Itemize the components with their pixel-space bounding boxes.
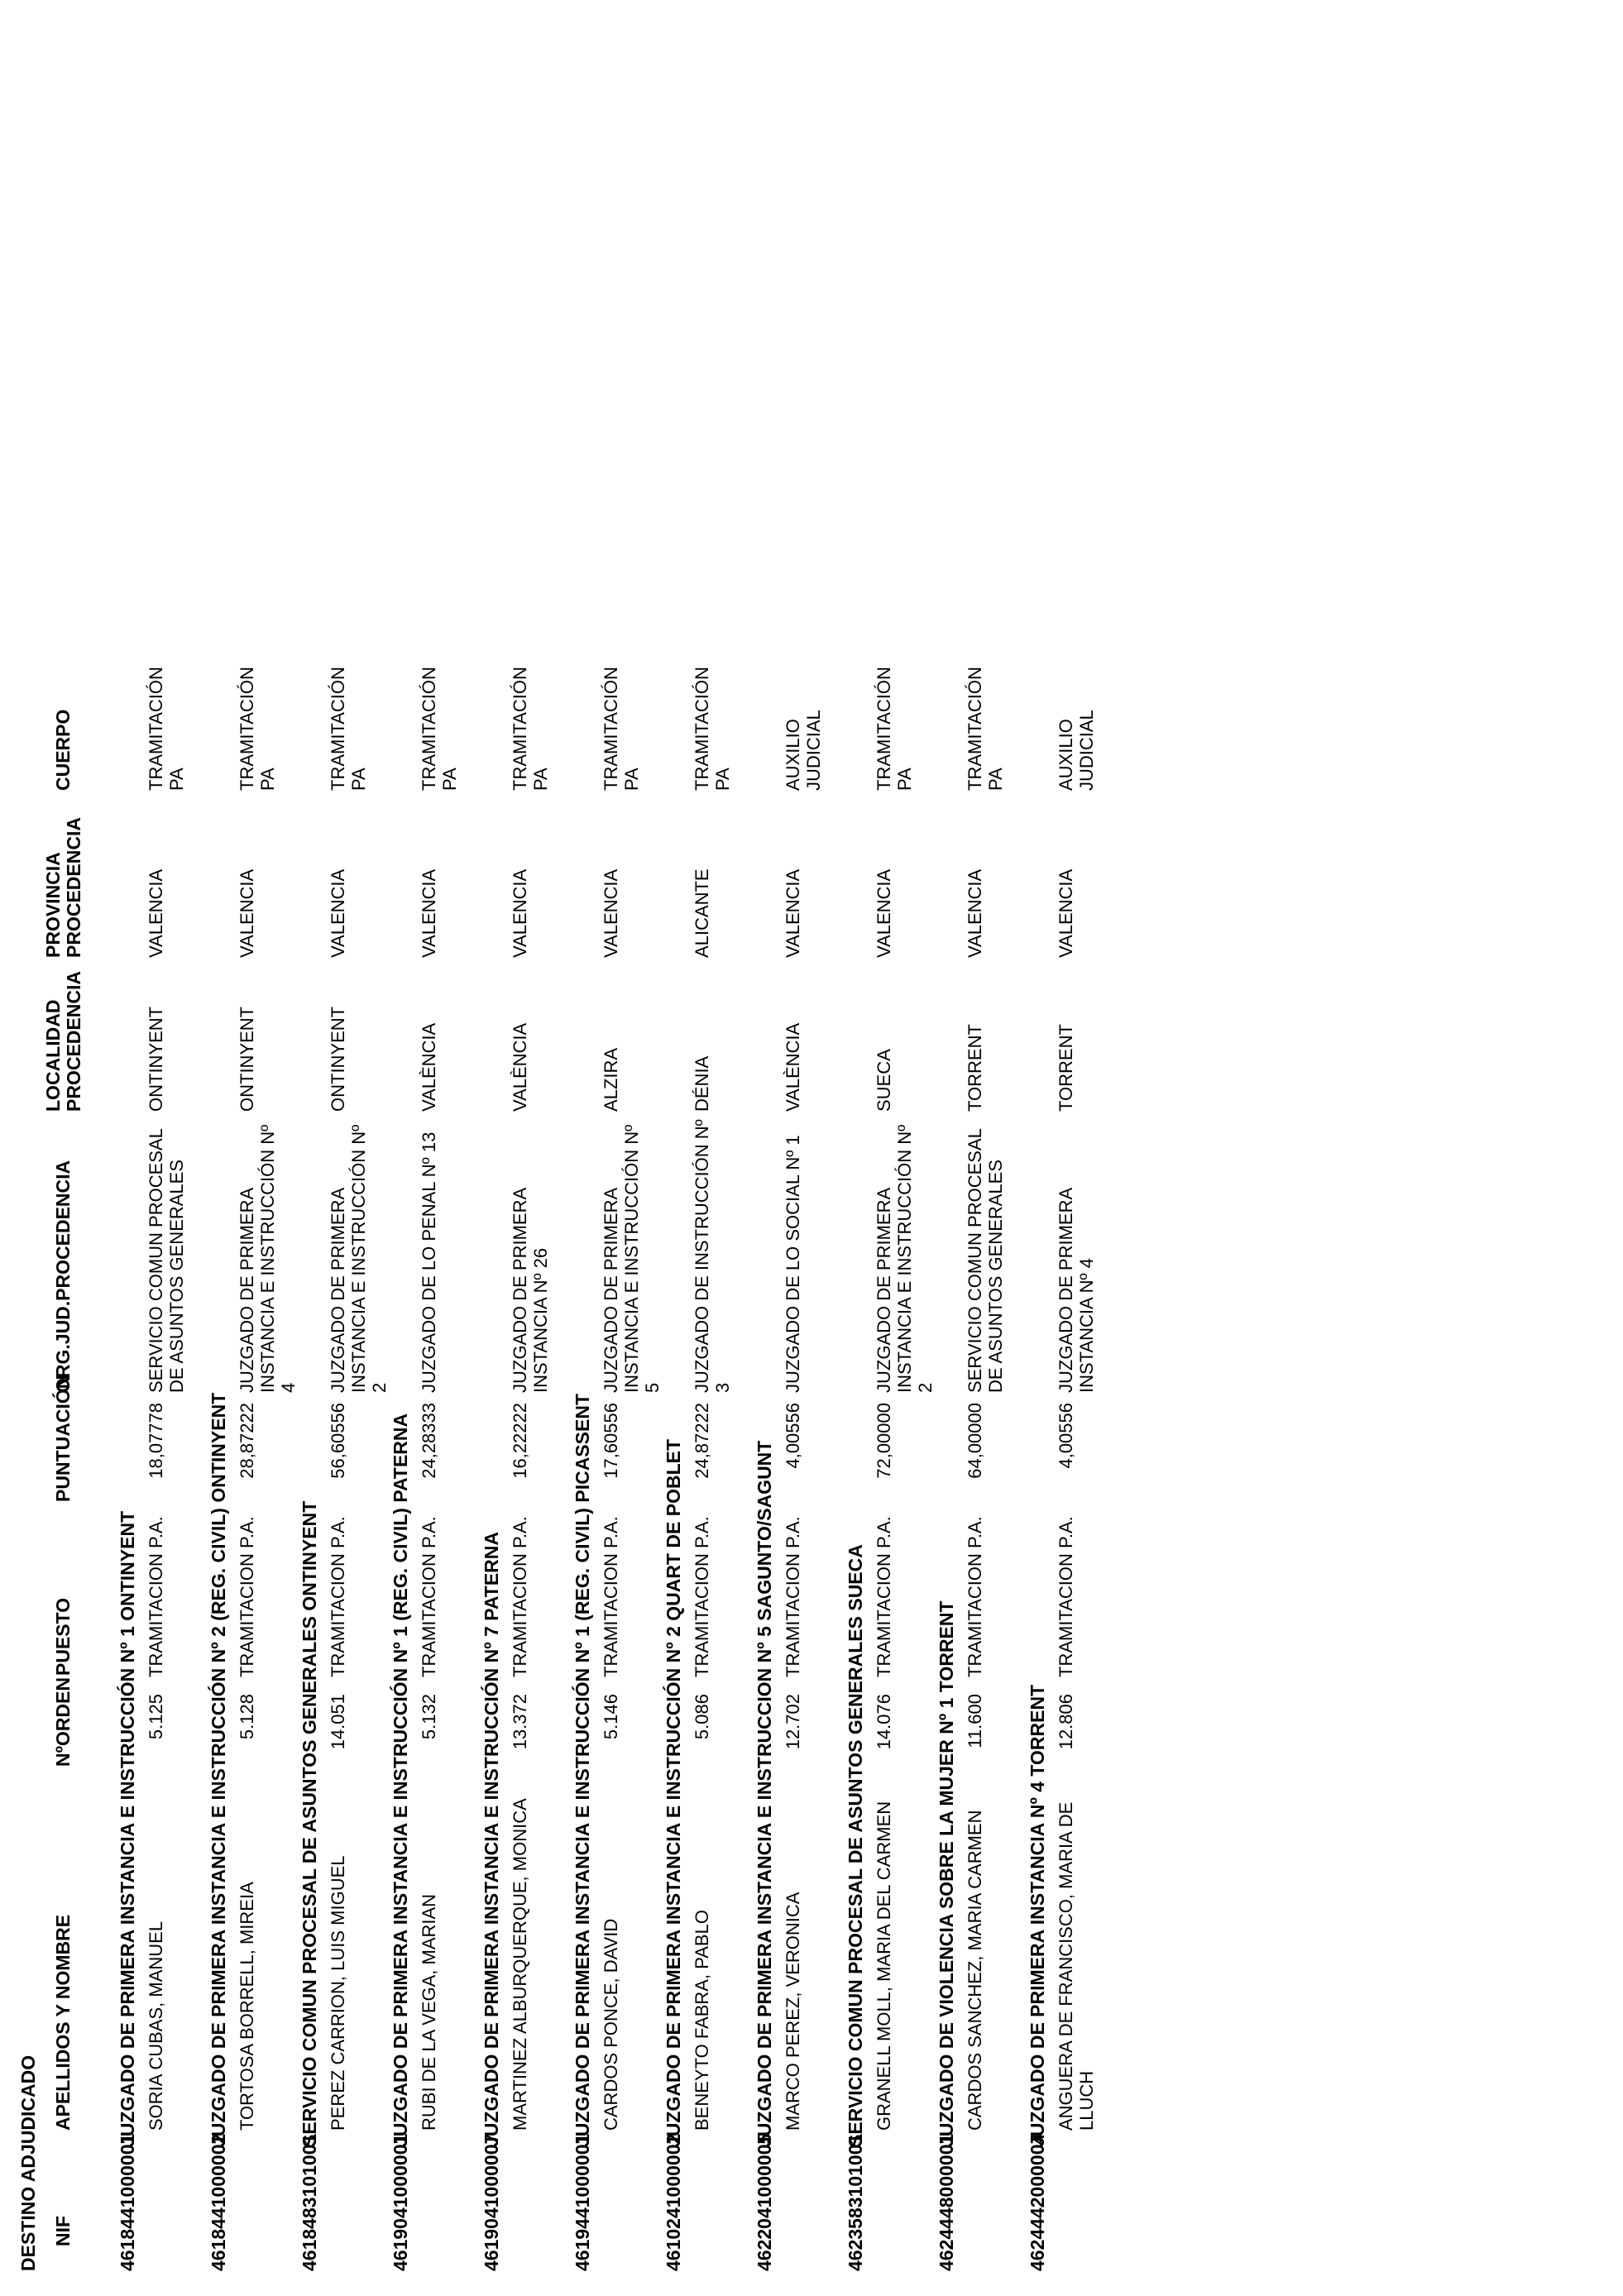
origin-province: VALENCIA — [510, 868, 530, 958]
destination-heading — [663, 1439, 684, 2271]
person-name: GRANELL MOLL, MARIA DEL CARMEN — [874, 1801, 894, 2131]
origin-province: VALENCIA — [328, 868, 348, 958]
score: 64,00000 — [965, 1403, 985, 1479]
origin-province: VALENCIA — [146, 868, 166, 958]
list-item — [208, 0, 299, 2296]
destination-name: JUZGADO DE PRIMERA INSTANCIA E INSTRUCCIÓN Nº 1 (REG. CIVIL) PATERNA — [390, 1413, 411, 2147]
header-norden: NºORDEN — [52, 1677, 74, 1767]
order-number: 13.372 — [510, 1694, 530, 1750]
corps: TRAMITACIÓN PA — [146, 667, 187, 791]
corps: TRAMITACIÓN PA — [328, 667, 369, 791]
person-name: TORTOSA BORRELL, MIREIA — [237, 1882, 257, 2131]
position: TRAMITACION P.A. — [783, 1516, 803, 1677]
destination-name: JUZGADO DE VIOLENCIA SOBRE LA MUJER Nº 1 TORRENT — [936, 1600, 957, 2147]
corps: TRAMITACIÓN PA — [965, 667, 1006, 791]
origin-court: SERVICIO COMUN PROCESAL DE ASUNTOS GENERALES — [965, 1128, 1006, 1393]
origin-court: JUZGADO DE PRIMERA INSTANCIA Nº 26 — [510, 1189, 551, 1393]
list-item — [572, 0, 663, 2296]
origin-locality: VALÈNCIA — [510, 1022, 530, 1112]
person-name: PEREZ CARRION, LUIS MIGUEL — [328, 1855, 348, 2131]
order-number: 5.086 — [692, 1694, 712, 1740]
list-item — [481, 0, 572, 2296]
score: 56,60556 — [328, 1403, 348, 1479]
destination-name: JUZGADO DE PRIMERA INSTANCIA E INSTRUCCION Nº 5 SAGUNTO/SAGUNT — [754, 1440, 775, 2147]
origin-court: JUZGADO DE PRIMERA INSTANCIA E INSTRUCCIÓN Nº 4 — [237, 1124, 299, 1393]
score: 24,87222 — [692, 1403, 712, 1479]
header-cuerpo: CUERPO — [52, 709, 74, 791]
corps: TRAMITACIÓN PA — [692, 667, 733, 791]
corps: TRAMITACIÓN PA — [601, 667, 642, 791]
origin-locality: ALZIRA — [601, 1047, 621, 1112]
header-localidad: LOCALIDAD PROCEDENCIA — [42, 971, 84, 1112]
destination-heading — [208, 1393, 229, 2271]
destination-code: 4619041000007 — [481, 2133, 502, 2271]
header-nif: NIF — [52, 2215, 74, 2246]
person-name: MARTINEZ ALBURQUERQUE, MONICA — [510, 1798, 530, 2131]
origin-locality: TORRENT — [965, 1024, 985, 1112]
origin-province: VALENCIA — [1056, 868, 1076, 958]
destination-heading — [845, 1544, 866, 2271]
origin-locality: SUECA — [874, 1049, 894, 1112]
destination-heading — [481, 1532, 502, 2271]
destination-code: 4619041000001 — [390, 2133, 411, 2271]
order-number: 11.600 — [965, 1694, 985, 1748]
destination-name: SERVICIO COMUN PROCESAL DE ASUNTOS GENERALES ONTINYENT — [299, 1500, 320, 2147]
order-number: 5.132 — [419, 1694, 439, 1740]
destination-heading — [572, 1394, 593, 2271]
origin-province: VALENCIA — [419, 868, 439, 958]
adjudication-list — [117, 0, 1118, 2296]
destination-name: JUZGADO DE PRIMERA INSTANCIA Nº 4 TORRENT — [1027, 1684, 1048, 2147]
order-number: 5.146 — [601, 1694, 621, 1740]
position: TRAMITACION P.A. — [874, 1516, 894, 1677]
page-title: DESTINO ADJUDICADO — [17, 2054, 39, 2271]
origin-locality: VALÈNCIA — [419, 1022, 439, 1112]
corps: TRAMITACIÓN PA — [510, 667, 551, 791]
origin-province: VALENCIA — [237, 868, 257, 958]
origin-province: VALENCIA — [874, 868, 894, 958]
destination-name: JUZGADO DE PRIMERA INSTANCIA E INSTRUCCIÓN Nº 2 QUART DE POBLET — [663, 1438, 684, 2147]
position: TRAMITACION P.A. — [328, 1516, 348, 1677]
destination-code: 4610241000002 — [663, 2133, 684, 2271]
destination-code: 4618441000002 — [208, 2133, 229, 2271]
destination-code: 4618441000001 — [117, 2133, 138, 2271]
origin-court: JUZGADO DE PRIMERA INSTANCIA E INSTRUCCIÓN Nº 2 — [874, 1124, 936, 1393]
corps: TRAMITACIÓN PA — [237, 667, 278, 791]
origin-province: VALENCIA — [601, 868, 621, 958]
destination-code: 4623583101001 — [845, 2133, 866, 2271]
header-provincia: PROVINCIA PROCEDENCIA — [42, 817, 84, 958]
destination-name: JUZGADO DE PRIMERA INSTANCIA E INSTRUCCIÓN Nº 7 PATERNA — [481, 1531, 502, 2147]
header-org-proc: ORG.JUD.PROCEDENCIA — [52, 1160, 74, 1393]
origin-court: JUZGADO DE PRIMERA INSTANCIA E INSTRUCCIÓN Nº 2 — [328, 1124, 390, 1393]
header-apellidos: APELLIDOS Y NOMBRE — [52, 1914, 74, 2131]
position: TRAMITACION P.A. — [965, 1516, 985, 1677]
person-name: MARCO PEREZ, VERONICA — [783, 1892, 803, 2131]
order-number: 14.051 — [328, 1694, 348, 1750]
person-name: CARDOS PONCE, DAVID — [601, 1918, 621, 2131]
score: 72,00000 — [874, 1403, 894, 1479]
origin-court: JUZGADO DE LO SOCIAL Nº 1 — [783, 1135, 803, 1393]
destination-name: JUZGADO DE PRIMERA INSTANCIA E INSTRUCCIÓN Nº 2 (REG. CIVIL) ONTINYENT — [208, 1392, 229, 2147]
position: TRAMITACION P.A. — [419, 1516, 439, 1677]
origin-court: JUZGADO DE LO PENAL Nº 13 — [419, 1131, 439, 1393]
destination-code: 4624448000001 — [936, 2133, 957, 2271]
corps: TRAMITACIÓN PA — [874, 667, 915, 791]
origin-locality: ONTINYENT — [146, 1006, 166, 1112]
header-puesto: PUESTO — [52, 1597, 74, 1676]
destination-heading — [390, 1413, 411, 2271]
origin-province: ALICANTE — [692, 868, 712, 958]
destination-code: 4619441000001 — [572, 2133, 593, 2271]
list-item — [845, 0, 936, 2296]
score: 4,00556 — [783, 1403, 803, 1469]
score: 24,28333 — [419, 1403, 439, 1479]
destination-heading — [1027, 1685, 1048, 2271]
origin-court: JUZGADO DE PRIMERA INSTANCIA E INSTRUCCIÓN Nº 5 — [601, 1124, 663, 1393]
order-number: 12.702 — [783, 1694, 803, 1750]
position: TRAMITACION P.A. — [692, 1516, 712, 1677]
list-item — [117, 0, 208, 2296]
corps: AUXILIO JUDICIAL — [1056, 710, 1097, 791]
origin-province: VALENCIA — [783, 868, 803, 958]
destination-code: 4622041000005 — [754, 2133, 775, 2271]
origin-court: JUZGADO DE PRIMERA INSTANCIA Nº 4 — [1056, 1189, 1097, 1393]
score: 18,07778 — [146, 1403, 166, 1479]
origin-province: VALENCIA — [965, 868, 985, 958]
list-item — [754, 0, 845, 2296]
destination-name: SERVICIO COMUN PROCESAL DE ASUNTOS GENERALES SUECA — [845, 1544, 866, 2147]
list-item — [1027, 0, 1118, 2296]
destination-heading — [299, 1501, 320, 2271]
origin-locality: TORRENT — [1056, 1024, 1076, 1112]
list-item — [936, 0, 1027, 2296]
header-puntuacion: PUNTUACIÓN — [52, 1375, 74, 1502]
position: TRAMITACION P.A. — [146, 1516, 166, 1677]
order-number: 5.125 — [146, 1694, 166, 1740]
origin-locality: ONTINYENT — [328, 1006, 348, 1112]
origin-court: JUZGADO DE INSTRUCCIÓN Nº 3 — [692, 1119, 733, 1393]
position: TRAMITACION P.A. — [1056, 1516, 1076, 1677]
order-number: 12.806 — [1056, 1694, 1076, 1750]
origin-court: SERVICIO COMUN PROCESAL DE ASUNTOS GENERALES — [146, 1128, 187, 1393]
position: TRAMITACION P.A. — [510, 1516, 530, 1677]
person-name: BENEYTO FABRA, PABLO — [692, 1910, 712, 2131]
position: TRAMITACION P.A. — [601, 1516, 621, 1677]
list-item — [299, 0, 390, 2296]
destination-heading — [117, 1511, 138, 2271]
destination-name: JUZGADO DE PRIMERA INSTANCIA E INSTRUCCIÓN Nº 1 ONTINYENT — [117, 1510, 138, 2147]
person-name: RUBI DE LA VEGA, MARIAN — [419, 1893, 439, 2131]
destination-heading — [936, 1600, 957, 2271]
corps: AUXILIO JUDICIAL — [783, 710, 824, 791]
list-item — [663, 0, 754, 2296]
person-name: ANGUERA DE FRANCISCO, MARIA DE LLUCH — [1056, 1801, 1097, 2131]
destination-heading — [754, 1441, 775, 2271]
score: 4,00556 — [1056, 1403, 1076, 1469]
position: TRAMITACION P.A. — [237, 1516, 257, 1677]
score: 16,22222 — [510, 1403, 530, 1479]
person-name: SORIA CUBAS, MANUEL — [146, 1921, 166, 2131]
destination-name: JUZGADO DE PRIMERA INSTANCIA E INSTRUCCIÓN Nº 1 (REG. CIVIL) PICASSENT — [572, 1394, 593, 2147]
origin-locality: ONTINYENT — [237, 1006, 257, 1112]
destination-code: 4624442000004 — [1027, 2133, 1048, 2271]
origin-locality: VALÈNCIA — [783, 1022, 803, 1112]
origin-locality: DÉNIA — [692, 1055, 712, 1112]
order-number: 14.076 — [874, 1694, 894, 1750]
score: 28,87222 — [237, 1403, 257, 1479]
score: 17,60556 — [601, 1403, 621, 1479]
list-item — [390, 0, 481, 2296]
corps: TRAMITACIÓN PA — [419, 667, 460, 791]
order-number: 5.128 — [237, 1694, 257, 1740]
person-name: CARDOS SANCHEZ, MARIA CARMEN — [965, 1810, 985, 2131]
destination-code: 4618483101001 — [299, 2133, 320, 2271]
